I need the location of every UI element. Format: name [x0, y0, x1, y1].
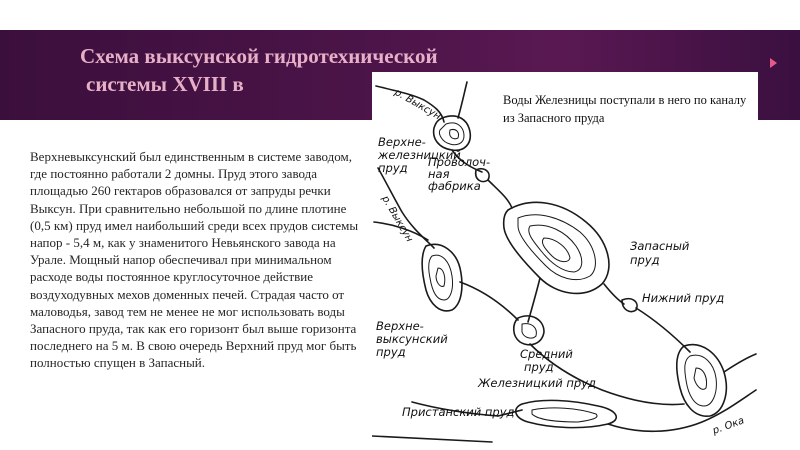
label-river-left: р. Выксун [379, 194, 415, 245]
top-white-strip [0, 0, 800, 30]
pond-nizhny [622, 299, 637, 312]
label-river-oka: р. Ока [711, 415, 746, 437]
slide-title-line2: системы XVIII в [86, 72, 244, 96]
pond-pristansky [516, 400, 617, 427]
label-river-top: р. Выксун [392, 87, 443, 123]
label-zapasny-1: Запасный [630, 239, 690, 253]
label-sredny-1: Средний [520, 347, 573, 361]
label-zheleznitsky: Железницкий пруд [478, 376, 596, 390]
label-nizhny: Нижний пруд [642, 291, 725, 305]
map-labels [376, 87, 746, 438]
slide-title-line1: Схема выксунской гидротехнической [80, 44, 438, 68]
accent-arrow-icon [770, 58, 777, 68]
label-upper-vyksunsky-1: Верхне- [376, 319, 424, 333]
label-upper-vyksunsky-2: выксунский [376, 332, 448, 346]
hydro-map [372, 72, 758, 444]
pond-zapasny [504, 202, 609, 293]
label-upper-zheleznitsky-2: железницкий [378, 148, 461, 162]
pond-upper-vyksunsky [422, 244, 462, 310]
body-paragraph: Верхневыксунский был единственным в системе заводом, где постоянно работали 2 домны. Пруд этого завода площадью 260 гектаров образовался от запруды речки Выксун. При сравнительно небольшой по длине плотине (0,5 км) пруд имел наибольший среди всех прудов системы напор - 5,4 м, как у знаменитого Невьянского завода на Урале. Мощный напор обеспечивал при минимальном расходе воды постоянное круглосуточное действие воздуходувных мехов доменных печей. Страдая часто от маловодья, завод тем не менее не мог использовать воды Запасного пруда, так как его горизонт был выше горизонта последнего на 5 м. В свою очередь Верхний пруд мог быть полностью спущен в Запасный. [30, 149, 359, 371]
label-upper-zheleznitsky-1: Верхне- [378, 135, 426, 149]
label-zapasny-2: пруд [630, 253, 660, 267]
label-wire-factory-1: Проволоч- [428, 155, 491, 169]
label-wire-factory-2: ная [428, 167, 450, 181]
label-wire-factory-3: фабрика [428, 179, 481, 193]
label-upper-zheleznitsky-3: пруд [378, 161, 408, 175]
label-sredny-2: пруд [524, 360, 554, 374]
map-panel [372, 72, 758, 444]
stream-top-right [458, 82, 467, 118]
label-pristansky: Пристанский пруд [402, 405, 515, 419]
map-caption: Воды Железницы поступали в него по каналу из Запасного пруда [503, 93, 747, 125]
label-upper-vyksunsky-3: пруд [376, 345, 406, 359]
